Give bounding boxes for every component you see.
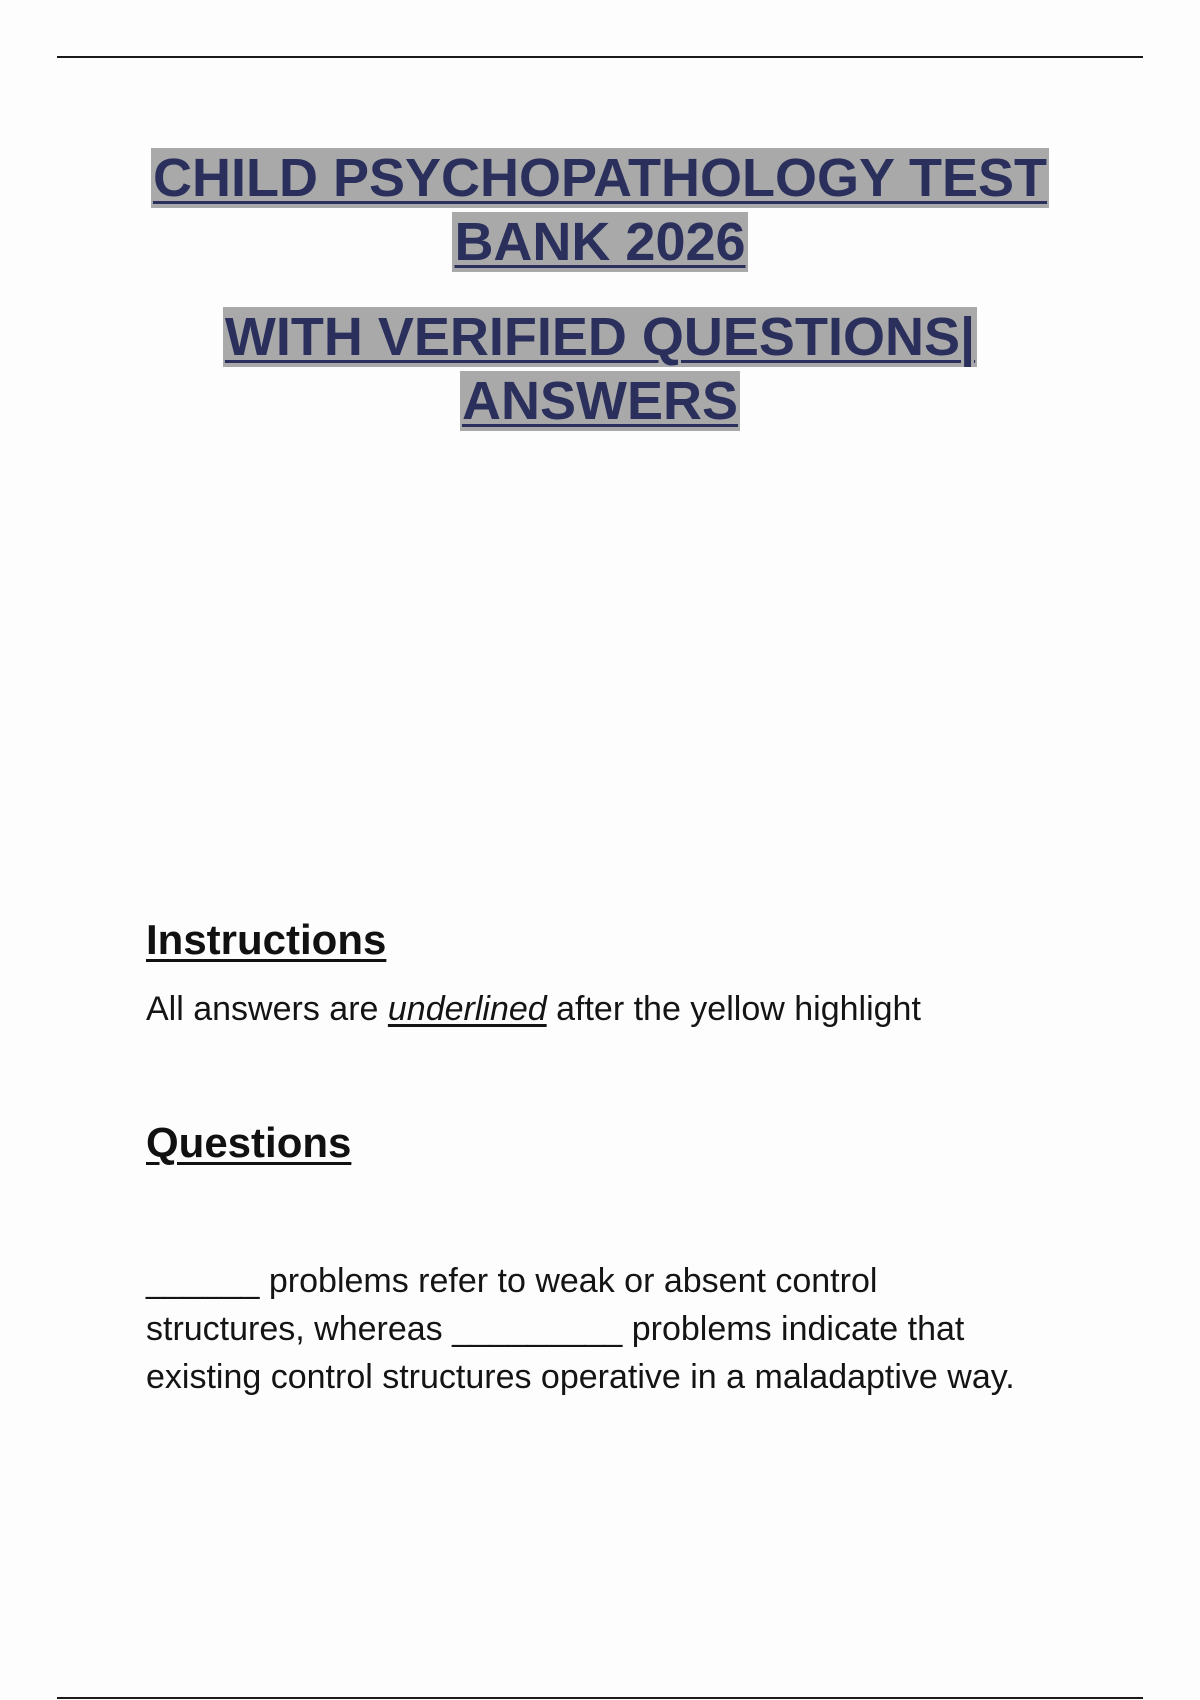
instructions-text-before: All answers are [146, 990, 388, 1028]
bottom-rule [57, 1697, 1143, 1699]
title-line-4: ANSWERS [461, 371, 738, 431]
title-line-3: WITH VERIFIED QUESTIONS| [224, 307, 976, 367]
document-subtitle [0, 305, 1200, 433]
question-line-2: structures, whereas _________ problems indicate that [146, 1310, 965, 1348]
question-line-1: ______ problems refer to weak or absent control [146, 1262, 878, 1300]
question-item [146, 1257, 1086, 1401]
instructions-text [146, 985, 921, 1033]
instructions-emphasis: underlined [387, 990, 547, 1028]
questions-heading: Questions [146, 1119, 352, 1166]
title-line-2: BANK 2026 [454, 212, 746, 272]
title-line-1: CHILD PSYCHOPATHOLOGY TEST [152, 148, 1048, 208]
top-rule [57, 56, 1143, 58]
instructions-text-after: after the yellow highlight [546, 990, 921, 1028]
document-title [0, 146, 1200, 274]
instructions-heading: Instructions [146, 916, 387, 963]
question-line-3: existing control structures operative in a maladaptive way. [146, 1358, 1015, 1396]
